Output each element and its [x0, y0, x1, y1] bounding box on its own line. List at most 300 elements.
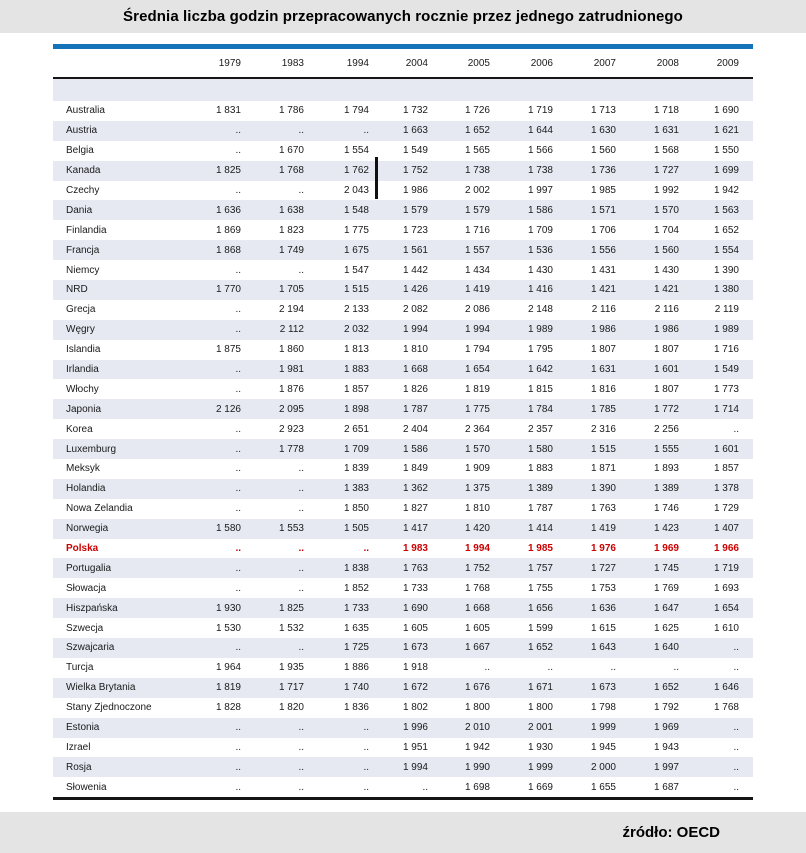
value-cell: 2 133 — [343, 304, 369, 316]
value-cell: 1 999 — [527, 761, 553, 773]
value-cell: 1 716 — [464, 224, 490, 236]
country-cell: Austria — [66, 125, 98, 137]
table-row — [53, 300, 753, 320]
country-cell: Norwegia — [66, 523, 109, 535]
value-cell: 1 999 — [590, 722, 616, 734]
value-cell: 1 652 — [713, 224, 739, 236]
table-row — [53, 141, 753, 161]
country-cell: Włochy — [66, 383, 99, 395]
value-cell: 1 536 — [527, 244, 553, 256]
country-cell: Meksyk — [66, 463, 100, 475]
value-cell: 1 810 — [464, 503, 490, 515]
value-cell: 1 416 — [527, 284, 553, 296]
value-cell: 1 755 — [527, 582, 553, 594]
value-cell: .. — [484, 662, 490, 674]
value-cell: 1 390 — [713, 264, 739, 276]
value-cell: 1 775 — [343, 224, 369, 236]
value-cell: 1 675 — [343, 244, 369, 256]
value-cell: 1 827 — [402, 503, 428, 515]
value-cell: 1 738 — [464, 165, 490, 177]
value-cell: .. — [235, 582, 241, 594]
value-cell: 1 571 — [590, 204, 616, 216]
value-cell: .. — [733, 423, 739, 435]
value-cell: 1 667 — [464, 642, 490, 654]
value-cell: 2 010 — [464, 722, 490, 734]
value-cell: 1 985 — [590, 185, 616, 196]
country-cell: Słowenia — [66, 781, 107, 793]
value-cell: 1 775 — [464, 403, 490, 415]
value-cell: 1 992 — [653, 185, 679, 196]
value-cell: 1 383 — [343, 483, 369, 495]
value-cell: 1 673 — [590, 682, 616, 694]
value-cell: 1 706 — [590, 224, 616, 236]
spacer — [0, 800, 806, 812]
table-row — [53, 340, 753, 360]
table-row — [53, 777, 753, 798]
value-cell: 1 636 — [590, 602, 616, 614]
value-cell: 1 605 — [464, 622, 490, 634]
country-column-header — [53, 49, 183, 78]
value-cell: .. — [235, 543, 241, 555]
value-cell: .. — [673, 662, 679, 674]
table-row — [53, 260, 753, 280]
value-cell: .. — [235, 304, 241, 316]
value-cell: .. — [298, 761, 304, 773]
value-cell: .. — [235, 741, 241, 753]
value-cell: 1 868 — [215, 244, 241, 256]
value-cell: 1 886 — [343, 662, 369, 674]
value-cell: .. — [422, 781, 428, 793]
value-cell: 1 752 — [402, 165, 428, 177]
value-cell: 1 768 — [278, 165, 304, 177]
value-cell: 1 857 — [343, 383, 369, 395]
table-row — [53, 539, 753, 559]
value-cell: 1 930 — [527, 741, 553, 753]
value-cell: 1 630 — [590, 125, 616, 137]
value-cell: 1 807 — [590, 344, 616, 356]
value-cell: .. — [235, 383, 241, 395]
value-cell: 1 705 — [278, 284, 304, 296]
value-cell: .. — [733, 642, 739, 654]
value-cell: 1 560 — [590, 145, 616, 157]
value-cell: 1 426 — [402, 284, 428, 296]
blank-row — [53, 78, 753, 101]
year-header: 2006 — [490, 49, 553, 78]
value-cell: .. — [235, 324, 241, 336]
value-cell: 1 430 — [527, 264, 553, 276]
value-cell: 1 969 — [653, 543, 679, 555]
value-cell: 1 554 — [713, 244, 739, 256]
value-cell: 1 800 — [527, 702, 553, 714]
country-cell: Hiszpańska — [66, 602, 118, 614]
value-cell: 1 631 — [590, 364, 616, 376]
value-cell: 1 676 — [464, 682, 490, 694]
value-cell: .. — [363, 543, 369, 555]
table-row — [53, 618, 753, 638]
value-cell: .. — [298, 781, 304, 793]
value-cell: 1 579 — [464, 204, 490, 216]
value-cell: .. — [235, 125, 241, 137]
value-cell: 1 530 — [215, 622, 241, 634]
country-cell: Polska — [66, 543, 99, 555]
table-row — [53, 280, 753, 300]
value-cell: 1 670 — [278, 145, 304, 157]
value-cell: 1 770 — [215, 284, 241, 296]
value-cell: 2 404 — [402, 423, 428, 435]
country-cell: Luxemburg — [66, 443, 117, 455]
value-cell: 1 652 — [464, 125, 490, 137]
value-cell: 1 985 — [527, 543, 553, 555]
value-cell: 1 718 — [653, 105, 679, 117]
value-cell: 1 390 — [590, 483, 616, 495]
value-cell: 2 357 — [527, 423, 553, 435]
footer-band — [0, 812, 806, 853]
value-cell: 1 825 — [215, 165, 241, 177]
value-cell: 1 601 — [713, 443, 739, 455]
table-row — [53, 718, 753, 738]
table-row — [53, 419, 753, 439]
value-cell: .. — [298, 503, 304, 515]
table-row — [53, 379, 753, 399]
year-header: 1994 — [304, 49, 369, 78]
value-cell: .. — [733, 761, 739, 773]
value-cell: 1 794 — [343, 105, 369, 117]
value-cell: 1 996 — [402, 722, 428, 734]
value-cell: .. — [235, 761, 241, 773]
value-cell: 1 981 — [278, 364, 304, 376]
value-cell: 1 554 — [343, 145, 369, 157]
value-cell: .. — [733, 781, 739, 793]
value-cell: 1 997 — [653, 761, 679, 773]
value-cell: 1 505 — [343, 523, 369, 535]
country-cell: Szwecja — [66, 622, 104, 634]
year-header: 2004 — [369, 49, 428, 78]
value-cell: 1 719 — [713, 562, 739, 574]
value-cell: 1 610 — [713, 622, 739, 634]
value-cell: 1 669 — [527, 781, 553, 793]
value-cell: 1 636 — [215, 204, 241, 216]
vertical-marker-line — [375, 157, 378, 199]
value-cell: 2 000 — [590, 761, 616, 773]
value-cell: 1 733 — [343, 602, 369, 614]
value-cell: 1 762 — [343, 165, 369, 177]
value-cell: 1 656 — [527, 602, 553, 614]
value-cell: .. — [363, 761, 369, 773]
value-cell: 1 850 — [343, 503, 369, 515]
value-cell: 1 749 — [278, 244, 304, 256]
value-cell: 2 194 — [278, 304, 304, 316]
value-cell: 1 550 — [713, 145, 739, 157]
value-cell: 1 560 — [653, 244, 679, 256]
table-row — [53, 459, 753, 479]
value-cell: 1 802 — [402, 702, 428, 714]
value-cell: 1 826 — [402, 383, 428, 395]
value-cell: .. — [547, 662, 553, 674]
value-cell: 1 655 — [590, 781, 616, 793]
value-cell: 1 717 — [278, 682, 304, 694]
value-cell: 1 819 — [215, 682, 241, 694]
value-cell: .. — [298, 125, 304, 137]
value-cell: 1 943 — [653, 741, 679, 753]
table-row — [53, 558, 753, 578]
year-header: 1979 — [183, 49, 241, 78]
title-band — [0, 0, 806, 33]
value-cell: 1 690 — [402, 602, 428, 614]
value-cell: .. — [298, 543, 304, 555]
value-cell: .. — [733, 741, 739, 753]
country-cell: Czechy — [66, 185, 100, 196]
value-cell: 1 969 — [653, 722, 679, 734]
value-cell: 1 763 — [590, 503, 616, 515]
country-cell: Australia — [66, 105, 105, 117]
value-cell: .. — [235, 463, 241, 475]
country-cell: Japonia — [66, 403, 102, 415]
year-header: 2008 — [616, 49, 679, 78]
value-cell: 1 362 — [402, 483, 428, 495]
table-row — [53, 499, 753, 519]
value-cell: 1 994 — [402, 761, 428, 773]
value-cell: 2 923 — [278, 423, 304, 435]
value-cell: 1 709 — [527, 224, 553, 236]
value-cell: 1 599 — [527, 622, 553, 634]
value-cell: 1 580 — [527, 443, 553, 455]
table-row — [53, 200, 753, 220]
value-cell: 1 423 — [653, 523, 679, 535]
value-cell: .. — [235, 781, 241, 793]
value-cell: 1 893 — [653, 463, 679, 475]
value-cell: 1 786 — [278, 105, 304, 117]
country-cell: Szwajcaria — [66, 642, 115, 654]
value-cell: 1 671 — [527, 682, 553, 694]
value-cell: 1 586 — [402, 443, 428, 455]
country-cell: Belgia — [66, 145, 94, 157]
country-cell: Korea — [66, 423, 93, 435]
country-cell: Irlandia — [66, 364, 99, 376]
value-cell: 1 580 — [215, 523, 241, 535]
value-cell: 1 586 — [527, 204, 553, 216]
year-header: 2009 — [679, 49, 753, 78]
value-cell: 1 605 — [402, 622, 428, 634]
value-cell: 1 555 — [653, 443, 679, 455]
table-row — [53, 738, 753, 758]
value-cell: .. — [298, 582, 304, 594]
country-cell: Niemcy — [66, 264, 100, 276]
value-cell: 1 935 — [278, 662, 304, 674]
value-cell: 1 871 — [590, 463, 616, 475]
value-cell: 1 819 — [464, 383, 490, 395]
value-cell: 1 615 — [590, 622, 616, 634]
table-row — [53, 121, 753, 141]
value-cell: 1 787 — [527, 503, 553, 515]
value-cell: 1 727 — [590, 562, 616, 574]
value-cell: 1 378 — [713, 483, 739, 495]
value-cell: 1 644 — [527, 125, 553, 137]
value-cell: 1 421 — [590, 284, 616, 296]
value-cell: 1 672 — [402, 682, 428, 694]
value-cell: 1 994 — [464, 543, 490, 555]
value-cell: 1 557 — [464, 244, 490, 256]
value-cell: 1 699 — [713, 165, 739, 177]
value-cell: 1 813 — [343, 344, 369, 356]
value-cell: 1 417 — [402, 523, 428, 535]
value-cell: 1 997 — [527, 185, 553, 196]
value-cell: .. — [298, 741, 304, 753]
country-cell: Turcja — [66, 662, 94, 674]
value-cell: 1 549 — [402, 145, 428, 157]
value-cell: 1 687 — [653, 781, 679, 793]
country-cell: Estonia — [66, 722, 100, 734]
value-cell: 1 693 — [713, 582, 739, 594]
value-cell: 1 930 — [215, 602, 241, 614]
table-row — [53, 181, 753, 201]
value-cell: 1 420 — [464, 523, 490, 535]
value-cell: 1 563 — [713, 204, 739, 216]
value-cell: 1 719 — [527, 105, 553, 117]
value-cell: 1 515 — [343, 284, 369, 296]
table-row — [53, 320, 753, 340]
value-cell: 1 810 — [402, 344, 428, 356]
value-cell: 1 966 — [713, 543, 739, 555]
table-row — [53, 757, 753, 777]
value-cell: 1 942 — [713, 185, 739, 196]
value-cell: 1 579 — [402, 204, 428, 216]
value-cell: 1 989 — [713, 324, 739, 336]
value-cell: 1 831 — [215, 105, 241, 117]
value-cell: 1 976 — [590, 543, 616, 555]
value-cell: .. — [298, 562, 304, 574]
value-cell: 1 869 — [215, 224, 241, 236]
country-cell: Holandia — [66, 483, 106, 495]
value-cell: 1 752 — [464, 562, 490, 574]
value-cell: .. — [363, 125, 369, 137]
value-cell: 1 964 — [215, 662, 241, 674]
value-cell: 1 787 — [402, 403, 428, 415]
value-cell: 1 652 — [527, 642, 553, 654]
value-cell: 1 852 — [343, 582, 369, 594]
value-cell: .. — [235, 364, 241, 376]
table-row — [53, 399, 753, 419]
hours-worked-table — [53, 49, 753, 800]
value-cell: 1 746 — [653, 503, 679, 515]
value-cell: 1 753 — [590, 582, 616, 594]
value-cell: 1 736 — [590, 165, 616, 177]
value-cell: 1 778 — [278, 443, 304, 455]
value-cell: 1 726 — [464, 105, 490, 117]
value-cell: 1 951 — [402, 741, 428, 753]
value-cell: 1 568 — [653, 145, 679, 157]
value-cell: .. — [298, 722, 304, 734]
value-cell: 1 654 — [464, 364, 490, 376]
value-cell: 1 820 — [278, 702, 304, 714]
value-cell: 1 763 — [402, 562, 428, 574]
country-cell: Nowa Zelandia — [66, 503, 133, 515]
value-cell: 1 836 — [343, 702, 369, 714]
value-cell: 1 876 — [278, 383, 304, 395]
value-cell: 1 733 — [402, 582, 428, 594]
value-cell: 1 389 — [527, 483, 553, 495]
value-cell: 1 725 — [343, 642, 369, 654]
value-cell: 1 875 — [215, 344, 241, 356]
value-cell: 1 795 — [527, 344, 553, 356]
value-cell: 1 419 — [464, 284, 490, 296]
country-cell: Izrael — [66, 741, 91, 753]
value-cell: 1 714 — [713, 403, 739, 415]
country-cell: NRD — [66, 284, 88, 296]
country-cell: Rosja — [66, 761, 92, 773]
value-cell: 1 849 — [402, 463, 428, 475]
spacer — [0, 33, 806, 44]
value-cell: 1 986 — [402, 185, 428, 196]
value-cell: 1 698 — [464, 781, 490, 793]
value-cell: 1 556 — [590, 244, 616, 256]
value-cell: 1 642 — [527, 364, 553, 376]
value-cell: 1 515 — [590, 443, 616, 455]
value-cell: .. — [298, 483, 304, 495]
value-cell: 1 407 — [713, 523, 739, 535]
value-cell: 1 638 — [278, 204, 304, 216]
value-cell: 1 690 — [713, 105, 739, 117]
value-cell: 1 769 — [653, 582, 679, 594]
value-cell: 1 375 — [464, 483, 490, 495]
country-cell: Grecja — [66, 304, 96, 316]
value-cell: 1 565 — [464, 145, 490, 157]
value-cell: 1 768 — [713, 702, 739, 714]
value-cell: 1 815 — [527, 383, 553, 395]
value-cell: 1 621 — [713, 125, 739, 137]
value-cell: 1 883 — [527, 463, 553, 475]
value-cell: 2 043 — [343, 185, 369, 196]
value-cell: 1 800 — [464, 702, 490, 714]
country-cell: Francja — [66, 244, 100, 256]
value-cell: 1 713 — [590, 105, 616, 117]
value-cell: 1 631 — [653, 125, 679, 137]
value-cell: 1 668 — [464, 602, 490, 614]
value-cell: 2 364 — [464, 423, 490, 435]
value-cell: 2 148 — [527, 304, 553, 316]
value-cell: 1 860 — [278, 344, 304, 356]
value-cell: .. — [235, 483, 241, 495]
value-cell: 1 419 — [590, 523, 616, 535]
value-cell: 2 116 — [591, 304, 616, 316]
value-cell: 1 430 — [653, 264, 679, 276]
country-cell: Dania — [66, 204, 93, 216]
value-cell: 1 772 — [653, 403, 679, 415]
value-cell: 1 828 — [215, 702, 241, 714]
value-cell: .. — [298, 463, 304, 475]
value-cell: 1 909 — [464, 463, 490, 475]
value-cell: 1 570 — [653, 204, 679, 216]
value-cell: 1 792 — [653, 702, 679, 714]
value-cell: 1 647 — [653, 602, 679, 614]
value-cell: 1 625 — [653, 622, 679, 634]
value-cell: 1 825 — [278, 602, 304, 614]
value-cell: .. — [235, 145, 241, 157]
value-cell: 1 785 — [590, 403, 616, 415]
value-cell: 2 126 — [215, 403, 241, 415]
table-row — [53, 101, 753, 121]
value-cell: .. — [733, 722, 739, 734]
year-header: 2007 — [553, 49, 616, 78]
value-cell: 1 442 — [402, 264, 428, 276]
value-cell: 1 773 — [713, 383, 739, 395]
value-cell: 1 807 — [653, 383, 679, 395]
value-cell: 1 566 — [527, 145, 553, 157]
value-cell: 1 798 — [590, 702, 616, 714]
value-cell: 1 716 — [713, 344, 739, 356]
value-cell: .. — [610, 662, 616, 674]
value-cell: 1 757 — [527, 562, 553, 574]
table-row — [53, 519, 753, 539]
